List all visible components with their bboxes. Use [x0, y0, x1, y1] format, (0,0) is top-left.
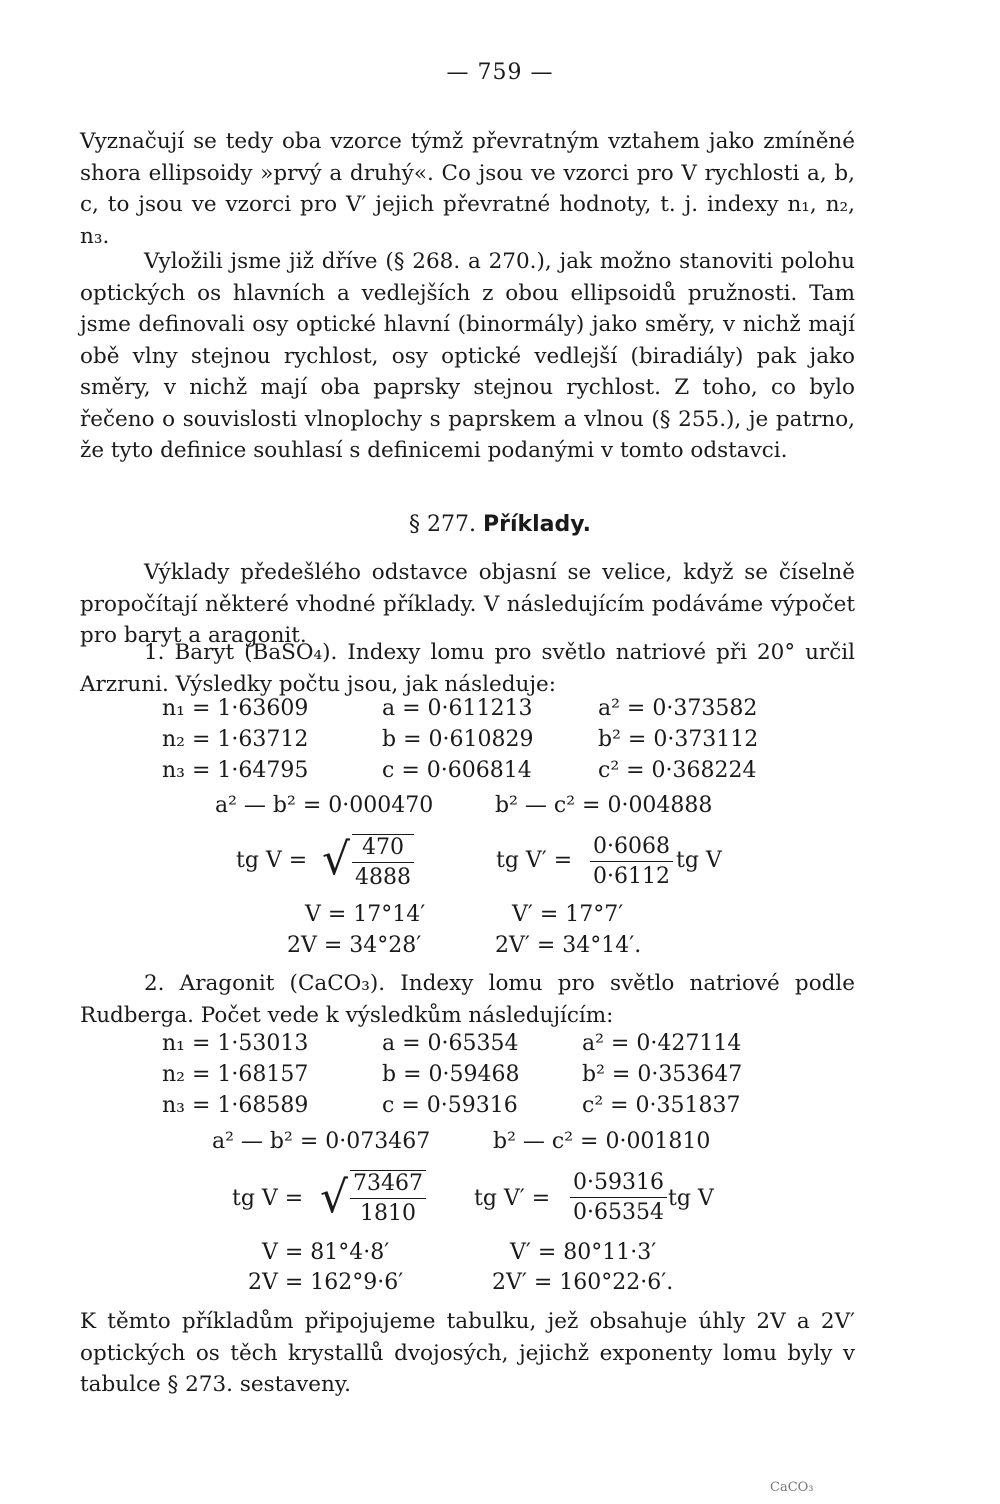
angle-2vp: 2V′ = 34°14′. — [495, 933, 642, 958]
tg-v-label: tg V = — [232, 1186, 304, 1211]
velocity-c-squared: c² = 0·368224 — [598, 758, 757, 783]
velocity-b: b = 0·610829 — [382, 727, 534, 752]
velocity-b-squared: b² = 0·353647 — [582, 1062, 743, 1087]
tg-v-numerator: 470 — [352, 834, 414, 863]
diff-a2-b2: a² — b² = 0·000470 — [215, 793, 434, 818]
velocity-b-squared: b² = 0·373112 — [598, 727, 759, 752]
section-title: Příklady. — [483, 512, 591, 537]
index-n2: n₂ = 1·63712 — [162, 727, 309, 752]
tg-v-numerator: 73467 — [350, 1170, 426, 1199]
angle-v: V = 81°4·8′ — [262, 1240, 390, 1265]
examples-intro-paragraph: Výklady předešlého odstavce objasní se velice, když se číselně propočítají některé vhodné příklady. V následujícím podáváme výpočet pro baryt a aragonit. — [80, 560, 855, 648]
optical-axes-paragraph: Vyložili jsme již dříve (§ 268. a 270.), jak možno stanoviti polohu optických os hlavních a vedlejších z obou ellipsoidů pružnosti. Tam jsme definovali osy optické hlavní (binormály) jako směry, v nichž mají obě vlny stejnou rychlost, osy optické vedlejší (biradiály) pak jako směry, v nichž mají oba paprsky stejnou rychlost. Z toho, co bylo řečeno o souvislosti vlnoplochy s paprskem a vlnou (§ 255.), je patrno, že tyto definice souhlasí s definicemi podanými v tomto odstavci. — [80, 249, 855, 463]
tg-vp-denominator: 0·65354 — [573, 1200, 664, 1225]
angle-2v: 2V = 34°28′ — [287, 933, 422, 958]
sqrt-symbol: √ — [322, 834, 351, 885]
angle-vp: V′ = 17°7′ — [512, 902, 624, 927]
velocity-c: c = 0·59316 — [382, 1093, 518, 1118]
sqrt-symbol: √ — [320, 1172, 349, 1223]
velocity-c: c = 0·606814 — [382, 758, 532, 783]
index-n2: n₂ = 1·68157 — [162, 1062, 309, 1087]
angle-vp: V′ = 80°11·3′ — [510, 1240, 657, 1265]
bottom-mark: CaCO₃ — [770, 1480, 814, 1495]
tg-vp-rhs: tg V — [668, 1186, 714, 1211]
tg-vp-label: tg V′ = — [496, 848, 573, 873]
velocity-a: a = 0·65354 — [382, 1031, 519, 1056]
velocity-a-squared: a² = 0·373582 — [598, 696, 758, 721]
diff-b2-c2: b² — c² = 0·004888 — [495, 793, 713, 818]
tg-vp-fraction — [570, 1170, 667, 1225]
section-heading — [0, 512, 1000, 537]
velocity-a: a = 0·611213 — [382, 696, 533, 721]
index-n3: n₃ = 1·68589 — [162, 1093, 309, 1118]
velocity-c-squared: c² = 0·351837 — [582, 1093, 741, 1118]
angle-2v: 2V = 162°9·6′ — [248, 1270, 404, 1295]
intro-paragraph: Vyznačují se tedy oba vzorce týmž převratným vztahem jako zmíněné shora ellipsoidy »prvý a druhý«. Co jsou ve vzorci pro V rychlosti a, b, c, to jsou ve vzorci pro V′ jejich převratné hodnoty, t. j. indexy n₁, n₂, n₃. — [80, 129, 855, 249]
tg-v-fraction — [352, 834, 414, 890]
diff-a2-b2: a² — b² = 0·073467 — [212, 1129, 431, 1154]
tg-vp-denominator: 0·6112 — [593, 864, 670, 889]
index-n1: n₁ = 1·63609 — [162, 696, 309, 721]
page-number: — 759 — — [446, 60, 554, 85]
velocity-a-squared: a² = 0·427114 — [582, 1031, 742, 1056]
closing-paragraph: K těmto příkladům připojujeme tabulku, jež obsahuje úhly 2V a 2V′ optických os těch krystallů dvojosých, jejichž exponenty lomu byly v tabulce § 273. sestaveny. — [80, 1309, 855, 1397]
section-number: § 277. — [409, 512, 476, 537]
tg-vp-label: tg V′ = — [474, 1186, 551, 1211]
angle-2vp: 2V′ = 160°22·6′. — [492, 1270, 674, 1295]
tg-v-fraction — [350, 1170, 426, 1226]
baryt-intro: 1. Baryt (BaSO₄). Indexy lomu pro světlo natriové při 20° určil Arzruni. Výsledky počtu jsou, jak následuje: — [80, 640, 855, 697]
tg-vp-fraction — [590, 834, 673, 889]
tg-vp-numerator: 0·59316 — [570, 1170, 667, 1198]
tg-v-denominator: 4888 — [355, 865, 411, 890]
tg-v-label: tg V = — [236, 848, 308, 873]
tg-v-denominator: 1810 — [360, 1201, 416, 1226]
diff-b2-c2: b² — c² = 0·001810 — [493, 1129, 711, 1154]
aragonit-intro: 2. Aragonit (CaCO₃). Indexy lomu pro světlo natriové podle Rudberga. Počet vede k výsledkům následujícím: — [80, 971, 855, 1028]
velocity-b: b = 0·59468 — [382, 1062, 520, 1087]
tg-vp-numerator: 0·6068 — [590, 834, 673, 862]
index-n1: n₁ = 1·53013 — [162, 1031, 309, 1056]
index-n3: n₃ = 1·64795 — [162, 758, 309, 783]
tg-vp-rhs: tg V — [676, 848, 722, 873]
angle-v: V = 17°14′ — [305, 902, 426, 927]
